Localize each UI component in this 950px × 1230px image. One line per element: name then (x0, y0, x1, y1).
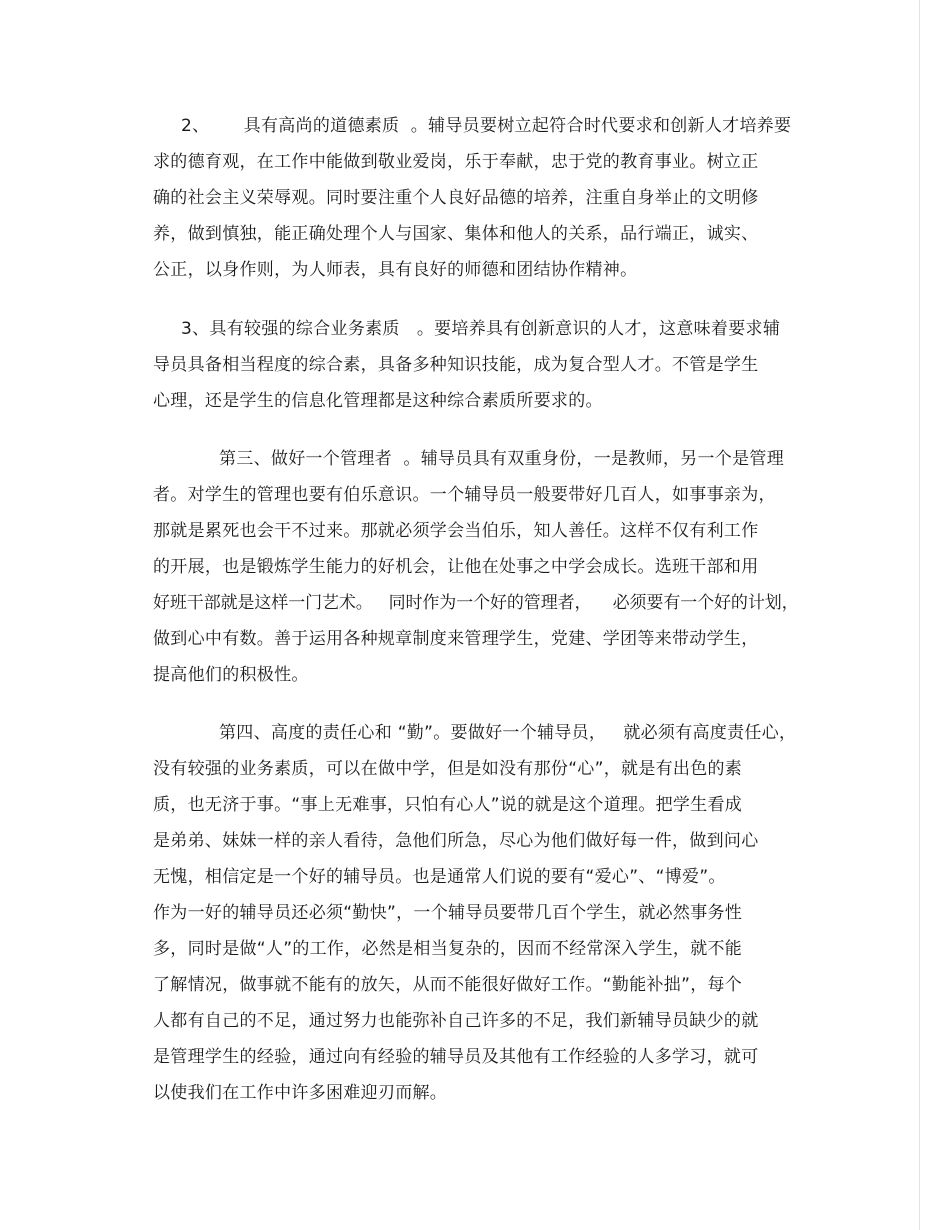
paragraph-1-line-2: 求的德育观，在工作中能做到敬业爱岗，乐于奉献，忠于党的教育事业。树立正 (153, 152, 759, 172)
paragraph-1-line-3: 确的社会主义荣辱观。同时要注重个人良好品德的培养，注重自身举止的文明修 (153, 188, 759, 208)
paragraph-4-line-6: 作为一好的辅导员还必须“勤快”，一个辅导员要带几百个学生，就必然事务性 (153, 903, 743, 923)
paragraph-3-line-1: 第三、做好一个管理者 。辅导员具有双重身份，一是教师，另一个是管理 (219, 449, 785, 469)
paragraph-4-line-10: 是管理学生的经验，通过向有经验的辅导员及其他有工作经验的人多学习，就可 (153, 1047, 759, 1067)
paragraph-3-line-7: 提高他们的积极性。 (153, 665, 309, 685)
paragraph-1-line-4: 养，做到慎独，能正确处理个人与国家、集体和他人的关系，品行端正，诚实、 (153, 224, 759, 244)
paragraph-2-line-2: 导员具备相当程度的综合素，具备多种知识技能，成为复合型人才。不管是学生 (153, 355, 759, 375)
paragraph-4-line-1: 第四、高度的责任心和 “勤”。要做好一个辅导员， 就必须有高度责任心， (219, 723, 797, 743)
paragraph-3-line-2: 者。对学生的管理也要有伯乐意识。一个辅导员一般要带好几百人，如事事亲为， (153, 485, 776, 505)
paragraph-3-line-5: 好班干部就是这样一门艺术。 同时作为一个好的管理者， 必须要有一个好的计划， (153, 593, 799, 613)
paragraph-4-line-2: 没有较强的业务素质，可以在做中学，但是如没有那份“心”，就是有出色的素 (153, 759, 743, 779)
paragraph-3-line-4: 的开展，也是锻炼学生能力的好机会，让他在处事之中学会成长。选班干部和用 (153, 557, 759, 577)
paragraph-4-line-9: 人都有自己的不足，通过努力也能弥补自己许多的不足，我们新辅导员缺少的就 (153, 1011, 759, 1031)
paragraph-4-line-4: 是弟弟、妹妹一样的亲人看待，急他们所急，尽心为他们做好每一件，做到问心 (153, 831, 759, 851)
paragraph-4-line-3: 质，也无济于事。“事上无难事，只怕有心人”说的就是这个道理。把学生看成 (153, 795, 743, 815)
paragraph-4-line-8: 了解情况，做事就不能有的放矢，从而不能很好做好工作。“勤能补拙”，每个 (153, 975, 743, 995)
paragraph-4-line-11: 以使我们在工作中许多困难迎刃而解。 (153, 1083, 448, 1103)
paragraph-1-line-1: 2、 具有高尚的道德素质 。辅导员要树立起符合时代要求和创新人才培养要 (181, 116, 792, 136)
paragraph-3-line-6: 做到心中有数。善于运用各种规章制度来管理学生，党建、学团等来带动学生， (153, 629, 759, 649)
paragraph-4-line-7: 多，同时是做“人”的工作，必然是相当复杂的，因而不经常深入学生，就不能 (153, 939, 743, 959)
paragraph-1-line-5: 公正，以身作则，为人师表，具有良好的师德和团结协作精神。 (153, 260, 638, 280)
page-edge-divider (919, 0, 920, 1230)
paragraph-2-line-1: 3、具有较强的综合业务素质 。要培养具有创新意识的人才，这意味着要求辅 (181, 319, 781, 339)
paragraph-4-line-5: 无愧，相信定是一个好的辅导员。也是通常人们说的要有“爱心”、“博爱”。 (153, 867, 726, 887)
paragraph-2-line-3: 心理，还是学生的信息化管理都是这种综合素质所要求的。 (153, 391, 603, 411)
paragraph-3-line-3: 那就是累死也会干不过来。那就必须学会当伯乐，知人善任。这样不仅有利工作 (153, 521, 759, 541)
